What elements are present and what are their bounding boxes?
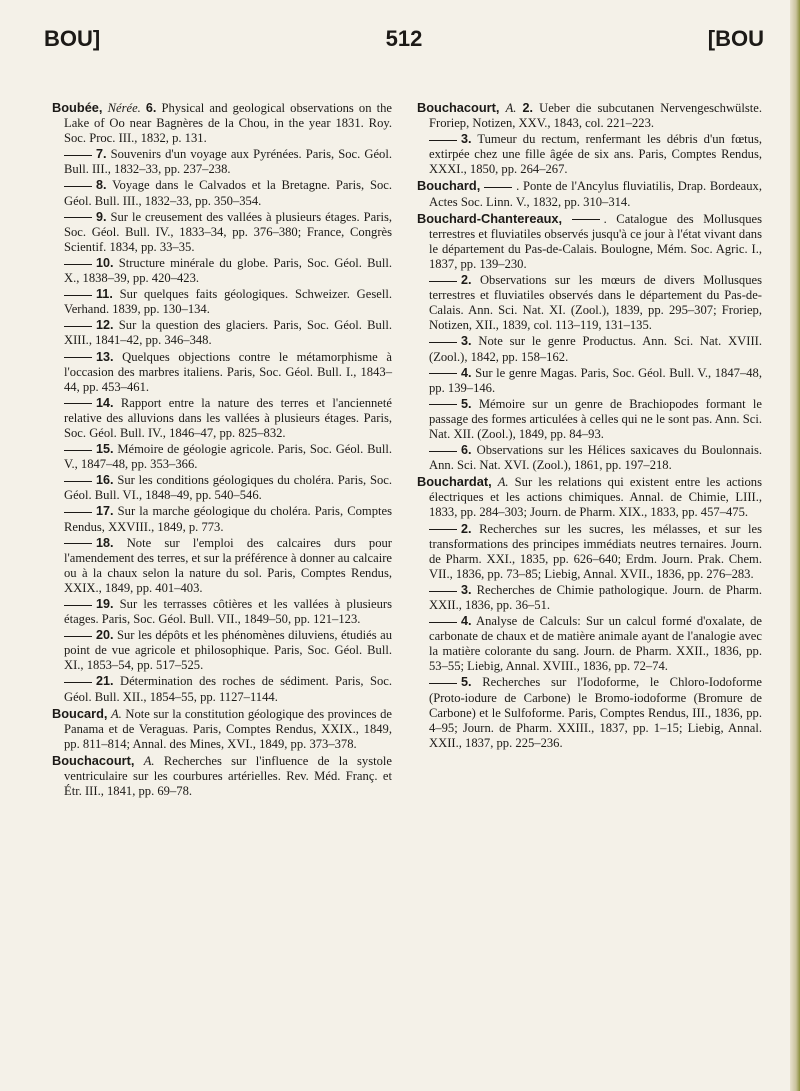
author-initial: A. bbox=[497, 475, 509, 490]
bibliography-entry bbox=[417, 334, 762, 364]
entry-text: Voyage dans le Calvados et la Bretagne. Paris, Soc. Géol. Bull. III., 1832–33, pp. 350–354. bbox=[64, 178, 392, 208]
entry-number: 4. bbox=[461, 614, 472, 629]
entry-text: Physical and geological observations on the Lake of Oo near Bagnères de la Chou, in the year 1831. Roy. Soc. Proc. III., 1832, p. 131. bbox=[64, 101, 392, 146]
bibliography-entry bbox=[417, 366, 762, 396]
entry-text: Recherches sur l'Iodoforme, le Chloro-Iodoforme (Proto-iodure de Carbone) le Bromo-iodoforme (Bromure de Carbone) et le Sulfoforme. Paris, Comptes Rendus, III., 1836, pp. 4–95; Journ. de Pharm. XXIII., 1837, pp. 1–15; Liebig, Annal. XXII., 1837, pp. 225–236. bbox=[429, 675, 762, 750]
bibliography-entry bbox=[52, 597, 392, 627]
bibliography-entry bbox=[417, 522, 762, 582]
entry-text: Recherches sur les sucres, les mélasses, et sur les transformations des principes immédiats neutres ternaires. Journ. de Pharm. XXI., 1835, pp. 626–640; Erdm. Journ. Prak. Chem. VII., 1836, pp. 73–85; Liebig, Annal. XVII., 1836, pp. 276–283. bbox=[429, 521, 762, 581]
entry-text: Sur le creusement des vallées à plusieurs étages. Paris, Soc. Géol. Bull. IV., 1833–34, pp. 376–380; France, Congrès Scientif. 1834, pp. 33–35. bbox=[64, 209, 392, 254]
author-initial: A. bbox=[505, 101, 517, 115]
entry-text: Sur les conditions géologiques du choléra. Paris, Soc. Géol. Bull. VI., 1848–49, pp. 540–546. bbox=[64, 473, 392, 503]
ditto-dash bbox=[64, 186, 92, 187]
bibliography-entry bbox=[52, 504, 392, 534]
entry-number: 2. bbox=[522, 101, 534, 115]
entry-text: . Ponte de l'Ancylus fluviatilis, Drap. Bordeaux, Actes Soc. Linn. V., 1832, pp. 310–314. bbox=[429, 179, 762, 209]
bibliography-entry bbox=[52, 350, 392, 395]
entry-text: Note sur la constitution géologique des provinces de Panama et de Veraguas. Paris, Comptes Rendus, XXIX., 1849, pp. 811–814; Annal. des Mines, XVI., 1849, pp. 373–378. bbox=[64, 706, 392, 751]
running-header bbox=[44, 26, 764, 60]
entry-text: Mémoire de géologie agricole. Paris, Soc. Géol. Bull. V., 1847–48, pp. 353–366. bbox=[64, 442, 392, 472]
bibliography-entry bbox=[52, 147, 392, 177]
entry-text: Sur les dépôts et les phénomènes diluviens, étudiés au point de vue agricole et philosophique. Paris, Soc. Géol. Bull. XI., 1853–54, pp. 517–525. bbox=[64, 628, 392, 673]
ditto-dash bbox=[64, 450, 92, 451]
entry-text: Sur la question des glaciers. Paris, Soc. Géol. Bull. XIII., 1841–42, pp. 346–348. bbox=[64, 318, 393, 348]
entry-number: 9. bbox=[96, 209, 107, 224]
entry-text: Recherches sur l'influence de la systole ventriculaire sur les courbures artérielles. Rev. Méd. Franç. et Étr. III., 1841, pp. 69–78. bbox=[64, 753, 393, 799]
author-name: Boucard, bbox=[52, 705, 108, 721]
ditto-dash bbox=[64, 264, 92, 265]
author-initial: Nérée. bbox=[107, 101, 141, 115]
entry-number: 6. bbox=[461, 443, 472, 458]
ditto-dash bbox=[64, 605, 92, 606]
entry-number: 16. bbox=[96, 473, 114, 488]
entry-text: Sur les terrasses côtières et les vallées à plusieurs étages. Paris, Soc. Géol. Bull. VII., 1849–50, pp. 121–123. bbox=[64, 597, 392, 627]
bibliography-entry bbox=[417, 675, 762, 750]
entry-text: Rapport entre la nature des terres et l'ancienneté relative des alluvions dans les vallées à plusieurs étages. Paris, Soc. Géol. Bull. IV., 1846–47, pp. 825–832. bbox=[64, 395, 392, 440]
bibliography-entry bbox=[417, 273, 762, 333]
entry-number: 5. bbox=[461, 396, 472, 411]
entry-text: Structure minérale du globe. Paris, Soc. Géol. Bull. X., 1838–39, pp. 420–423. bbox=[64, 255, 392, 286]
bibliography-entry bbox=[52, 178, 392, 208]
author-name: Bouchacourt, bbox=[52, 752, 135, 768]
entry-number: 3. bbox=[461, 582, 472, 597]
bibliography-entry bbox=[417, 443, 762, 473]
ditto-dash bbox=[64, 295, 92, 296]
entry-text: Mémoire sur un genre de Brachiopodes formant le passage des formes articulées à celles qui ne le sont pas. Ann. Sci. Nat. XII. (Zool.), 1849, pp. 84–93. bbox=[429, 396, 762, 441]
entry-number: 19. bbox=[96, 597, 114, 611]
bibliography-entry bbox=[52, 256, 392, 286]
entry-text: Sur la marche géologique du choléra. Paris, Comptes Rendus, XXVIII., 1849, p. 773. bbox=[64, 504, 392, 534]
entry-text: Détermination des roches de sédiment. Paris, Soc. Géol. Bull. XII., 1854–55, pp. 1127–1144. bbox=[64, 674, 392, 704]
author-initial: A. bbox=[110, 706, 122, 721]
bibliography-entry bbox=[417, 211, 762, 272]
bibliography-entry bbox=[52, 706, 392, 752]
entry-text: Sur le genre Magas. Paris, Soc. Géol. Bull. V., 1847–48, pp. 139–146. bbox=[429, 365, 762, 395]
entry-number: 17. bbox=[96, 504, 114, 519]
page-number: 512 bbox=[385, 26, 423, 51]
page-edge bbox=[790, 0, 800, 1091]
ditto-dash bbox=[429, 683, 457, 684]
entry-text: Ueber die subcutanen Nervengeschwülste. Froriep, Notizen, XXV., 1843, col. 221–223. bbox=[429, 101, 762, 131]
bibliography-entry bbox=[52, 318, 392, 348]
ditto-dash bbox=[429, 622, 457, 623]
ditto-dash bbox=[64, 512, 92, 513]
ditto-dash bbox=[64, 217, 92, 218]
author-name: Bouchard-Chantereaux, bbox=[417, 210, 563, 226]
ditto-dash bbox=[429, 529, 457, 530]
author-name: Bouchacourt, bbox=[417, 100, 500, 115]
entry-number: 5. bbox=[461, 675, 472, 690]
entry-text: Observations sur les mœurs de divers Mollusques terrestres et fluviatiles observés dans le département du Pas-de-Calais. Ann. Sci. Nat. XI. (Zool.), 1839, pp. 295–307; Froriep, Notizen, XII., 1839, col. 113–119, 131–135. bbox=[429, 273, 762, 333]
left-column bbox=[52, 100, 392, 800]
entry-number: 6. bbox=[145, 101, 157, 115]
bibliography-entry bbox=[52, 674, 392, 704]
ditto-dash bbox=[484, 187, 512, 188]
entry-number: 2. bbox=[461, 273, 472, 288]
entry-number: 20. bbox=[96, 628, 114, 643]
entry-number: 4. bbox=[461, 365, 472, 380]
bibliography-entry bbox=[417, 583, 762, 613]
entry-number: 15. bbox=[96, 442, 114, 457]
entry-text: Recherches de Chimie pathologique. Journ. de Pharm. XXII., 1836, pp. 36–51. bbox=[429, 582, 762, 612]
ditto-dash bbox=[64, 481, 92, 482]
entry-text: Sur quelques faits géologiques. Schweizer. Gesell. Verhand. 1839, pp. 130–134. bbox=[64, 287, 392, 317]
entry-number: 13. bbox=[96, 349, 114, 364]
entry-number: 11. bbox=[96, 287, 113, 302]
entry-number: 3. bbox=[461, 132, 472, 147]
bibliography-entry bbox=[52, 536, 392, 596]
entry-number: 3. bbox=[461, 334, 472, 349]
bibliography-entry bbox=[417, 614, 762, 674]
right-column bbox=[417, 100, 762, 752]
bibliography-entry bbox=[52, 442, 392, 472]
bibliography-entry bbox=[52, 753, 392, 799]
bibliography-entry bbox=[52, 473, 392, 503]
entry-number: 8. bbox=[96, 178, 107, 193]
author-name: Bouchard, bbox=[417, 178, 481, 194]
entry-text: Sur les relations qui existent entre les actions électriques et les actions chimiques. Annal. de Chimie, LIII., 1833, pp. 284–303; Journ. de Pharm. XIX., 1833, pp. 457–475. bbox=[429, 475, 762, 520]
entry-number: 12. bbox=[96, 318, 114, 333]
bibliography-entry bbox=[417, 397, 762, 442]
ditto-dash bbox=[64, 155, 92, 156]
bibliography-entry bbox=[52, 628, 392, 673]
bibliography-entry bbox=[417, 100, 762, 131]
entry-number: 21. bbox=[96, 674, 114, 689]
entry-text: Note sur le genre Productus. Ann. Sci. Nat. XVIII. (Zool.), 1842, pp. 158–162. bbox=[429, 334, 762, 364]
bibliography-entry bbox=[417, 474, 762, 520]
entry-text: Observations sur les Hélices saxicaves du Boulonnais. Ann. Sci. Nat. XVI. (Zool.), 1861, pp. 197–218. bbox=[429, 443, 762, 473]
header-left: BOU] bbox=[44, 26, 101, 51]
entry-number: 10. bbox=[96, 255, 114, 270]
bibliography-entry bbox=[52, 396, 392, 441]
entry-text: Note sur l'emploi des calcaires durs pour l'amendement des terres, et sur la préférence à donner au calcaire ou à la chaux selon la nature du sol. Paris, Comptes Rendus, XXIX., 1849, pp. 401–403. bbox=[64, 535, 392, 595]
ditto-dash bbox=[429, 342, 457, 343]
ditto-dash bbox=[64, 543, 92, 544]
ditto-dash bbox=[64, 403, 92, 404]
entry-text: Quelques objections contre le métamorphisme à l'occasion des marbres italiens. Paris, Soc. Géol. Bull. I., 1843–44, pp. 453–461. bbox=[64, 349, 393, 394]
entry-text: Tumeur du rectum, renfermant les débris d'un fœtus, extirpée chez une fille âgée de six ans. Paris, Comptes Rendus, XXXI., 1850, pp. 264–267. bbox=[429, 132, 763, 177]
entry-number: 7. bbox=[96, 147, 107, 162]
bibliography-entry bbox=[417, 178, 762, 209]
author-name: Bouchardat, bbox=[417, 474, 492, 490]
entry-number: 18. bbox=[96, 535, 114, 550]
author-initial: A. bbox=[143, 753, 155, 768]
ditto-dash bbox=[429, 140, 457, 141]
entry-text: Analyse de Calculs: Sur un calcul formé d'oxalate, de carbonate de chaux et de matière animale ayant de l'analogie avec la matière colorante du sang. Journ. de Pharm. XXII., 1836, pp. 53–55; Liebig, Annal. XVIII., 1836, pp. 72–74. bbox=[429, 614, 762, 674]
entry-number: 2. bbox=[461, 521, 472, 536]
entry-number: 14. bbox=[96, 395, 114, 410]
author-name: Boubée, bbox=[52, 100, 103, 115]
entry-text: Souvenirs d'un voyage aux Pyrénées. Paris, Soc. Géol. Bull. III., 1832–33, pp. 237–238. bbox=[64, 147, 392, 177]
ditto-dash bbox=[64, 636, 92, 637]
entry-text: . Catalogue des Mollusques terrestres et fluviatiles observés jusqu'à ce jour à l'état vivant dans le département du Pas-de-Calais. Boulogne, Mém. Soc. Agric. I., 1837, pp. 139–230. bbox=[429, 211, 762, 271]
bibliography-entry bbox=[52, 100, 392, 146]
ditto-dash bbox=[429, 281, 457, 282]
ditto-dash bbox=[429, 404, 457, 405]
bibliography-entry bbox=[417, 132, 762, 177]
ditto-dash bbox=[429, 373, 457, 374]
ditto-dash bbox=[64, 326, 92, 327]
bibliography-entry bbox=[52, 210, 392, 255]
ditto-dash bbox=[429, 451, 457, 452]
ditto-dash bbox=[572, 219, 600, 220]
header-right: [BOU bbox=[707, 26, 764, 51]
ditto-dash bbox=[64, 357, 92, 358]
ditto-dash bbox=[429, 591, 457, 592]
ditto-dash bbox=[64, 682, 92, 683]
bibliography-entry bbox=[52, 287, 392, 317]
